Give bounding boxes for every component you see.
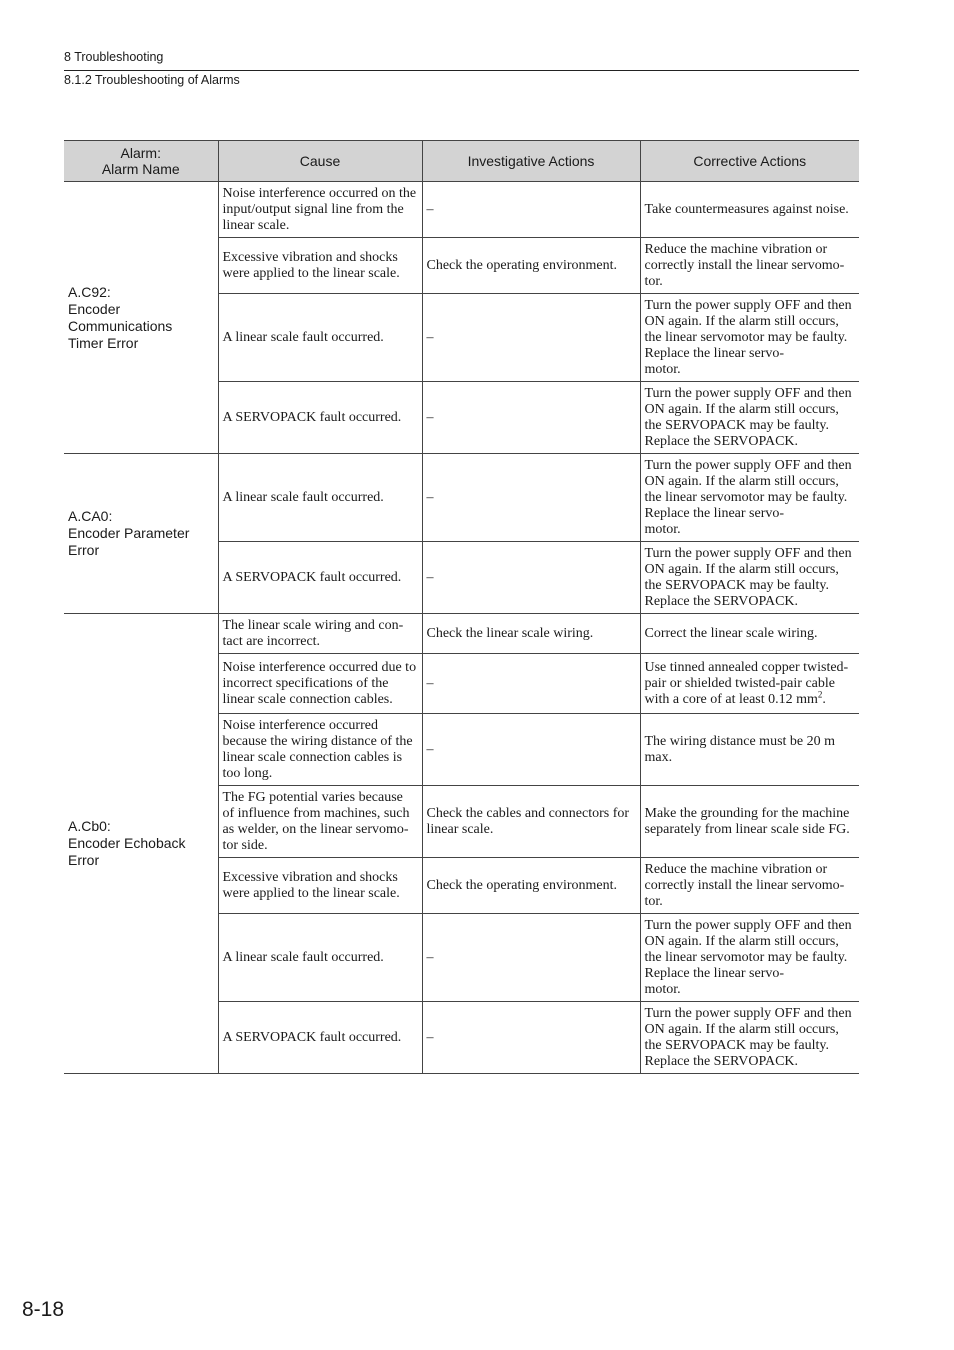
cause-cell: The linear scale wiring and con- tact are incorrect.	[218, 614, 422, 654]
cause-cell: A linear scale fault occurred.	[218, 454, 422, 542]
superscript: 2	[817, 688, 823, 699]
cause-cell: Excessive vibration and shocks were applied to the linear scale.	[218, 238, 422, 294]
corrective-cell: Reduce the machine vibration or correctly install the linear servomo- tor.	[640, 238, 859, 294]
alarm-cell-ca0: A.CA0: Encoder Parameter Error	[64, 454, 218, 614]
table-row	[64, 614, 859, 654]
table-header-row	[64, 141, 859, 182]
page-number: 8-18	[22, 1298, 65, 1321]
corrective-cell: Turn the power supply OFF and then ON again. If the alarm still occurs, the linear servomotor may be faulty. Replace the linear servo- motor.	[640, 294, 859, 382]
cause-cell: A SERVOPACK fault occurred.	[218, 542, 422, 614]
cause-cell: A SERVOPACK fault occurred.	[218, 382, 422, 454]
corrective-cell: Make the grounding for the machine separately from linear scale side FG.	[640, 786, 859, 858]
column-header-cause: Cause	[218, 141, 422, 182]
investigative-cell: –	[422, 914, 640, 1002]
corrective-cell: Turn the power supply OFF and then ON again. If the alarm still occurs, the SERVOPACK may be faulty. Replace the SERVOPACK.	[640, 542, 859, 614]
investigative-cell: Check the cables and connectors for linear scale.	[422, 786, 640, 858]
investigative-cell: Check the operating environment.	[422, 858, 640, 914]
cause-cell: Excessive vibration and shocks were applied to the linear scale.	[218, 858, 422, 914]
alarm-troubleshooting-table	[64, 140, 859, 1074]
corrective-cell: Turn the power supply OFF and then ON again. If the alarm still occurs, the SERVOPACK may be faulty. Replace the SERVOPACK.	[640, 1002, 859, 1074]
alarm-cell-c92: A.C92: Encoder Communications Timer Error	[64, 182, 218, 454]
investigative-cell: –	[422, 1002, 640, 1074]
investigative-cell: –	[422, 382, 640, 454]
cause-cell: A SERVOPACK fault occurred.	[218, 1002, 422, 1074]
column-header-investigative-actions: Investigative Actions	[422, 141, 640, 182]
cause-cell: The FG potential varies because of influence from machines, such as welder, on the linear servomo- tor side.	[218, 786, 422, 858]
corrective-text-end: .	[822, 691, 826, 707]
cause-cell: A linear scale fault occurred.	[218, 914, 422, 1002]
corrective-cell: Turn the power supply OFF and then ON again. If the alarm still occurs, the linear servomotor may be faulty. Replace the linear servo- motor.	[640, 454, 859, 542]
alarm-cell-cb0: A.Cb0: Encoder Echoback Error	[64, 614, 218, 1074]
cause-cell: Noise interference occurred because the wiring distance of the linear scale connection cables is too long.	[218, 714, 422, 786]
corrective-cell: The wiring distance must be 20 m max.	[640, 714, 859, 786]
corrective-text: Use tinned annealed copper twisted-pair or shielded twisted-pair cable with a core of at least 0.12 mm	[644, 659, 849, 707]
cause-cell: A linear scale fault occurred.	[218, 294, 422, 382]
investigative-cell: Check the operating environment.	[422, 238, 640, 294]
investigative-cell: –	[422, 654, 640, 714]
investigative-cell: –	[422, 454, 640, 542]
table-row	[64, 182, 859, 238]
corrective-cell	[640, 654, 859, 714]
corrective-cell: Turn the power supply OFF and then ON again. If the alarm still occurs, the linear servomotor may be faulty. Replace the linear servo- motor.	[640, 914, 859, 1002]
column-header-corrective-actions: Corrective Actions	[640, 141, 859, 182]
header-rule	[64, 70, 859, 71]
cause-cell: Noise interference occurred due to incorrect specifications of the linear scale connection cables.	[218, 654, 422, 714]
corrective-cell: Take countermeasures against noise.	[640, 182, 859, 238]
column-header-alarm: Alarm: Alarm Name	[64, 141, 218, 182]
investigative-cell: Check the linear scale wiring.	[422, 614, 640, 654]
corrective-cell: Correct the linear scale wiring.	[640, 614, 859, 654]
corrective-cell: Turn the power supply OFF and then ON again. If the alarm still occurs, the SERVOPACK may be faulty. Replace the SERVOPACK.	[640, 382, 859, 454]
corrective-cell: Reduce the machine vibration or correctly install the linear servomo- tor.	[640, 858, 859, 914]
section-header: 8.1.2 Troubleshooting of Alarms	[64, 73, 240, 87]
table-row	[64, 454, 859, 542]
investigative-cell: –	[422, 182, 640, 238]
investigative-cell: –	[422, 542, 640, 614]
investigative-cell: –	[422, 294, 640, 382]
cause-cell: Noise interference occurred on the input/output signal line from the linear scale.	[218, 182, 422, 238]
investigative-cell: –	[422, 714, 640, 786]
chapter-header: 8 Troubleshooting	[64, 50, 164, 64]
